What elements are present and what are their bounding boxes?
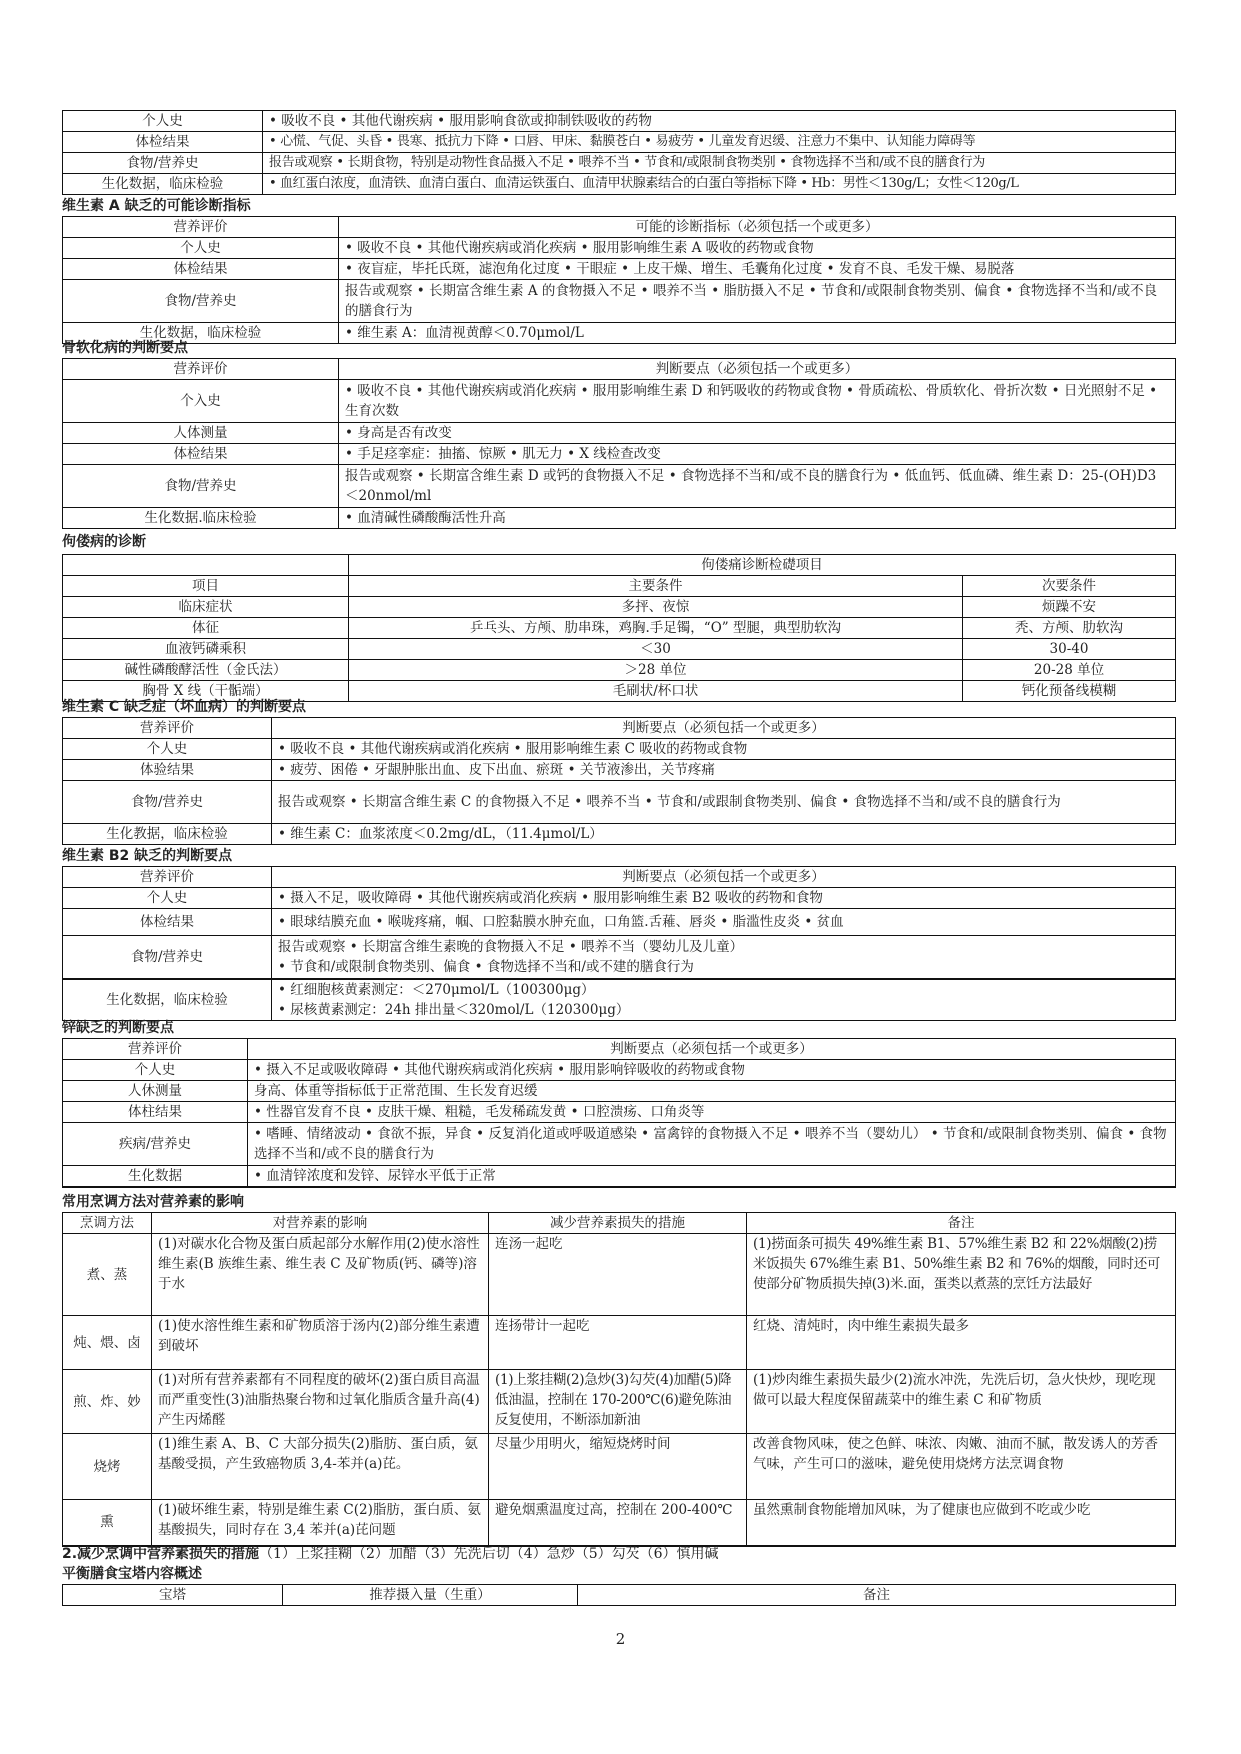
row-label: 体检结果: [63, 444, 339, 465]
row-value: • 夜盲症，毕托氏斑，滤泡角化过度 • 干眼症 • 上皮干燥、增生、毛囊角化过度 • 发育不良、毛发干燥、易脱落: [339, 259, 1176, 280]
table-row: [63, 132, 1176, 153]
table-row: [63, 660, 1176, 681]
row-label: 个人史: [63, 238, 339, 259]
cell: (1)使水溶性维生素和矿物质溶于汤内(2)部分维生素遭到破坏: [152, 1316, 489, 1370]
vitamin-a-section: [62, 196, 1176, 344]
section-heading: 佝偻病的诊断: [62, 534, 146, 550]
osteomalacia-section: [62, 338, 1176, 529]
row-label: 人休测量: [63, 1081, 248, 1102]
table-row: [63, 1434, 1176, 1500]
table-header-row: [63, 1585, 1176, 1606]
table-row: [63, 508, 1176, 529]
row-value: [272, 936, 1176, 980]
vitamin-b2-table: [62, 866, 1176, 1021]
row-value: • 摄入不足，吸收障碍 • 其他代谢疾病或消化疾病 • 服用影响维生素 B2 吸收的药物和食物: [272, 888, 1176, 909]
row-label: 人体测量: [63, 423, 339, 444]
value-line: • 红细胞核黄素测定：＜270μmol/L（100300μg）: [278, 982, 595, 998]
column-header: 推荐摄入量（生重）: [283, 1585, 578, 1606]
section-heading: 维生素 A 缺乏的可能诊断指标: [62, 198, 251, 214]
row-label: 个人史: [63, 739, 272, 760]
iron-deficiency-table: [62, 110, 1176, 195]
row-value: [272, 979, 1176, 1021]
table-row: [63, 639, 1176, 660]
pagoda-table: [62, 1584, 1176, 1606]
column-header: 营养评价: [63, 217, 339, 238]
note-heading: 2.减少烹调中营养素损失的措施: [62, 1546, 260, 1562]
column-header: 对营养素的影响: [152, 1213, 489, 1234]
column-header: 宝塔: [63, 1585, 283, 1606]
table-header-row: [63, 1039, 1176, 1060]
row-label: 个人史: [63, 1060, 248, 1081]
row-value: • 血红蛋白浓度，血清铁、血清白蛋白、血清运铁蛋白、血清甲状腺素结合的白蛋白等指标下降 • Hb：男性＜130g/L；女性＜120g/L: [263, 174, 1176, 195]
column-header: 营养评价: [63, 867, 272, 888]
cooking-methods-table: [62, 1212, 1176, 1547]
table-row: [63, 380, 1176, 423]
row-value: 报告或观察 • 长期食物，特别是动物性食品摄入不足 • 喂养不当 • 节食和/或限制食物类别 • 食物选择不当和/或不良的膳食行为: [263, 153, 1176, 174]
rickets-section: [62, 532, 1176, 702]
page-number: 2: [615, 1630, 626, 1648]
osteomalacia-table: [62, 358, 1176, 529]
cell: (1)炒肉维生素损失最少(2)流水冲洗，先洗后切，急火快炒，现吃现做可以最大程度保留蔬菜中的维生素 C 和矿物质: [747, 1370, 1176, 1434]
cell: 红烧、清炖时，肉中维生素损失最多: [747, 1316, 1176, 1370]
row-value: • 眼球结膜充血 • 喉咙疼痛，帼、口腔黏膜水肿充血，口角篮.舌䕌、唇炎 • 脂滥性皮炎 • 贫血: [272, 909, 1176, 936]
cell: 钙化预备线模糊: [963, 681, 1176, 702]
row-label: 个人史: [63, 888, 272, 909]
row-label: 生化数据，临床检验: [63, 323, 339, 344]
row-value: 报告或观察 • 长期富含维生素 C 的食物摄入不足 • 喂养不当 • 节食和/或跟制食物类别、偏食 • 食物选择不当和/或不良的膳食行为: [272, 781, 1176, 824]
table-row: [63, 111, 1176, 132]
row-label: 食物/营养史: [63, 153, 263, 174]
row-value: • 血清碱性磷酸酶活性升高: [339, 508, 1176, 529]
column-header: 判断要点（必须包括一个或更多）: [339, 359, 1176, 380]
column-header: 营养评价: [63, 359, 339, 380]
row-label: 煎、炸、妙: [63, 1370, 152, 1434]
table-row: [63, 760, 1176, 781]
cell: (1)对碳水化合物及蛋白质起部分水解作用(2)使水溶性维生素(B 族维生素、维生表 C 及矿物质(钙、磷等)溶于水: [152, 1234, 489, 1316]
zinc-table: [62, 1038, 1176, 1188]
table-row: [63, 1060, 1176, 1081]
row-label: 体征: [63, 618, 349, 639]
table-row: [63, 1316, 1176, 1370]
group-header: 佝偻痛诊断检礎项目: [349, 555, 1176, 576]
table-header-row: [63, 217, 1176, 238]
table-header-row: [63, 576, 1176, 597]
vitamin-b2-section: [62, 846, 1176, 1021]
table-row: [63, 465, 1176, 508]
cell: 避免烟熏温度过高，控制在 200-400℃: [489, 1500, 747, 1546]
table-row: [63, 936, 1176, 980]
table-row: [63, 1370, 1176, 1434]
table-row: [63, 238, 1176, 259]
cell: (1)对所有营养素都有不同程度的破坏(2)蛋白质目高温而严重变性(3)油脂热聚台物和过氧化脂质含量升高(4)产生丙烯醛: [152, 1370, 489, 1434]
cooking-methods-section: [62, 1192, 1176, 1547]
table-row: [63, 824, 1176, 845]
row-label: 烧烤: [63, 1434, 152, 1500]
row-value: • 血清锌浓度和发锌、尿锌水平低于正常: [248, 1166, 1176, 1188]
row-value: • 维生素 A：血清视黄醇＜0.70μmol/L: [339, 323, 1176, 344]
section-heading: 维生素 C 缺乏症（坏血病）的判断要点: [62, 699, 307, 715]
cell: (1)上浆挂糊(2)急炒(3)勾芡(4)加醋(5)降低油温，控制在 170-200℃(6)避免陈油反复使用，不断添加新油: [489, 1370, 747, 1434]
vitamin-a-table: [62, 216, 1176, 344]
row-label: 熏: [63, 1500, 152, 1546]
row-label: 体检结果: [63, 132, 263, 153]
table-row: [63, 1166, 1176, 1188]
row-label: 生化数据，临床检验: [63, 174, 263, 195]
section-heading: 维生素 B2 缺乏的判断要点: [62, 848, 233, 864]
table-row: [63, 423, 1176, 444]
column-header: 项目: [63, 576, 349, 597]
row-value: • 身高是否有改变: [339, 423, 1176, 444]
row-label: 炖、煨、卤: [63, 1316, 152, 1370]
column-header: 判断要点（必须包括一个或更多）: [272, 867, 1176, 888]
iron-deficiency-table-section: [62, 110, 1176, 195]
table-header-row: [63, 867, 1176, 888]
table-row: [63, 1123, 1176, 1166]
table-header-row: [63, 718, 1176, 739]
table-row: [63, 174, 1176, 195]
column-header: 减少营养素损失的措施: [489, 1213, 747, 1234]
cell: (1)维生素 A、B、C 大部分损失(2)脂肪、蛋白质，氨基酸受损，产生致癌物质 3,4-苯并(a)芘。: [152, 1434, 489, 1500]
row-label: 生化教据，临床检验: [63, 824, 272, 845]
column-header: 营养评价: [63, 1039, 248, 1060]
table-row: [63, 597, 1176, 618]
empty-cell: [63, 555, 349, 576]
value-line: • 节食和/或限制食物类别、偏食 • 食物选择不当和/或不建的膳食行为: [278, 959, 694, 975]
row-label: 临床症状: [63, 597, 349, 618]
table-header-row: [63, 359, 1176, 380]
table-row: [63, 1081, 1176, 1102]
row-value: • 维生素 C：血浆浓度＜0.2mg/dL，（11.4μmol/L）: [272, 824, 1176, 845]
row-value: • 心慌、气促、头昏 • 畏寒、抵抗力下降 • 口唇、甲床、黏膜苍白 • 易疲劳 • 儿童发育迟缓、注意力不集中、认知能力障碍等: [263, 132, 1176, 153]
table-row: [63, 739, 1176, 760]
zinc-section: [62, 1018, 1176, 1188]
row-value: 报告或观察 • 长期富含维生素 D 或钙的食物摄入不足 • 食物选择不当和/或不良的膳食行为 • 低血钙、低血磷、维生素 D：25-(OH)D3＜20nmol/ml: [339, 465, 1176, 508]
row-label: 碱性磷酸酵活性（金氏法）: [63, 660, 349, 681]
cell: 改善食物风味，使之色鲜、味浓、肉嫩、油而不腻，散发诱人的芳香气味，产生可口的滋味，避免使用烧烤方法烹调食物: [747, 1434, 1176, 1500]
row-label: 食物/营养史: [63, 781, 272, 824]
row-label: 个人史: [63, 111, 263, 132]
cell: (1)捞面条可损失 49%维生素 B1、57%维生素 B2 和 22%烟酸(2)捞米饭损失 67%维生素 B1、50%维生素 B2 和 76%的烟酸，同时还可使部分矿物质损失掉(3)米.面，蛋类以煮蒸的烹饪方法最好: [747, 1234, 1176, 1316]
row-value: • 摄入不足或吸收障碍 • 其他代谢疾病或消化疾病 • 服用影响锌吸收的药物或食物: [248, 1060, 1176, 1081]
reduce-loss-note: [62, 1544, 1176, 1564]
section-heading: 骨软化病的判断要点: [62, 340, 188, 356]
table-row: [63, 979, 1176, 1021]
table-group-header-row: [63, 555, 1176, 576]
column-header: 营养评价: [63, 718, 272, 739]
table-row: [63, 781, 1176, 824]
table-header-row: [63, 1213, 1176, 1234]
section-heading: 常用烹调方法对营养素的影响: [62, 1194, 244, 1210]
section-heading: 锌缺乏的判断要点: [62, 1020, 174, 1036]
row-label: 胸骨 X 线（干骺端）: [63, 681, 349, 702]
section-heading: 平衡膳食宝塔内容概述: [62, 1566, 202, 1582]
column-header: 判断要点（必须包括一个或更多）: [272, 718, 1176, 739]
cell: 连扬带计一起吃: [489, 1316, 747, 1370]
row-label: 体检结果: [63, 259, 339, 280]
cell: 30-40: [963, 639, 1176, 660]
row-value: • 吸收不良 • 其他代谢疾病 • 服用影响食欲或抑制铁吸收的药物: [263, 111, 1176, 132]
cell: 20-28 单位: [963, 660, 1176, 681]
value-line: 报告或观察 • 长期富含维生素晚的食物摄入不足 • 喂养不当（婴幼儿及儿童）: [278, 939, 744, 955]
column-header: 主要条件: [349, 576, 963, 597]
row-value: • 疲劳、困倦 • 牙龈肿胀出血、皮下出血、瘀斑 • 关节液渗出，关节疼痛: [272, 760, 1176, 781]
row-value: 身高、体重等指标低于正常范围、生长发育迟缓: [248, 1081, 1176, 1102]
cell: 连汤一起吃: [489, 1234, 747, 1316]
row-label: 生化数据: [63, 1166, 248, 1188]
column-header: 判断要点（必须包括一个或更多）: [248, 1039, 1176, 1060]
row-label: 疾病/营养史: [63, 1123, 248, 1166]
column-header: 烹调方法: [63, 1213, 152, 1234]
column-header: 可能的诊断指标（必须包括一个或更多）: [339, 217, 1176, 238]
cell: 尽量少用明火，缩短烧烤时间: [489, 1434, 747, 1500]
cell: 毛刷状/杯口状: [349, 681, 963, 702]
table-row: [63, 618, 1176, 639]
row-label: 体验结果: [63, 760, 272, 781]
rickets-table: [62, 554, 1176, 702]
column-header: 次要条件: [963, 576, 1176, 597]
row-label: 生化数据.临床检验: [63, 508, 339, 529]
table-row: [63, 444, 1176, 465]
cell: 乒乓头、方颅、肋串珠，鸡胸.手足镯，“O” 型腿，典型肋软沟: [349, 618, 963, 639]
cell: 多抨、夜惊: [349, 597, 963, 618]
row-label: 生化数据，临床检验: [63, 979, 272, 1021]
cell: (1)破坏维生素，特别是维生素 C(2)脂肪，蛋白质、氨基酸损失，同时存在 3,4 苯并(a)芘问题: [152, 1500, 489, 1546]
cell: 烦躁不安: [963, 597, 1176, 618]
row-label: 个入史: [63, 380, 339, 423]
table-row: [63, 1102, 1176, 1123]
value-line: • 尿核黄素测定：24h 排出量＜320mol/L（120300μg）: [278, 1002, 630, 1018]
vitamin-c-table: [62, 717, 1176, 845]
row-label: 体检结果: [63, 909, 272, 936]
table-row: [63, 1234, 1176, 1316]
row-value: • 吸收不良 • 其他代谢疾病或消化疾病 • 服用影响维生素 A 吸收的药物或食物: [339, 238, 1176, 259]
table-row: [63, 909, 1176, 936]
column-header: 备注: [747, 1213, 1176, 1234]
row-value: • 吸收不良 • 其他代谢疾病或消化疾病 • 服用影响维生素 D 和钙吸收的药物或食物 • 骨质疏松、骨质软化、骨折次数 • 日光照射不足 • 生育次数: [339, 380, 1176, 423]
row-label: 食物/营养史: [63, 936, 272, 980]
row-value: • 手足痉挛症：抽搐、惊厥 • 肌无力 • X 线检查改变: [339, 444, 1176, 465]
cell: 秃、方颅、肋软沟: [963, 618, 1176, 639]
table-row: [63, 888, 1176, 909]
note-text: （1）上浆挂糊（2）加醋（3）先洗后切（4）急炒（5）勾芡（6）慎用碱: [259, 1546, 719, 1562]
row-label: 煮、蒸: [63, 1234, 152, 1316]
cell: 虽然熏制食物能增加风味，为了健康也应做到不吃或少吃: [747, 1500, 1176, 1546]
vitamin-c-section: [62, 697, 1176, 845]
table-row: [63, 259, 1176, 280]
row-label: 食物/营养史: [63, 465, 339, 508]
column-header: 备注: [578, 1585, 1176, 1606]
row-label: 体柱结果: [63, 1102, 248, 1123]
cell: ＞28 单位: [349, 660, 963, 681]
row-value: • 嗜睡、情绪波动 • 食欲不振，异食 • 反复消化道或呼吸道感染 • 富禽锌的食物摄入不足 • 喂养不当（婴幼儿） • 节食和/或限制食物类别、偏食 • 食物选择不当和/或不良的膳食行为: [248, 1123, 1176, 1166]
row-label: 食物/营养史: [63, 280, 339, 323]
row-value: 报告或观察 • 长期富含维生素 A 的食物摄入不足 • 喂养不当 • 脂肪摄入不足 • 节食和/或限制食物类别、偏食 • 食物选择不当和/或不良的膳食行为: [339, 280, 1176, 323]
table-row: [63, 280, 1176, 323]
row-value: • 性器官发育不良 • 皮肤干燥、粗糙，毛发稀疏发黄 • 口腔溃疡、口角炎等: [248, 1102, 1176, 1123]
pagoda-section: [62, 1564, 1176, 1606]
row-value: • 吸收不良 • 其他代谢疾病或消化疾病 • 服用影响维生素 C 吸收的药物或食物: [272, 739, 1176, 760]
table-row: [63, 1500, 1176, 1546]
cell: ＜30: [349, 639, 963, 660]
table-row: [63, 153, 1176, 174]
row-label: 血液钙磷乘积: [63, 639, 349, 660]
